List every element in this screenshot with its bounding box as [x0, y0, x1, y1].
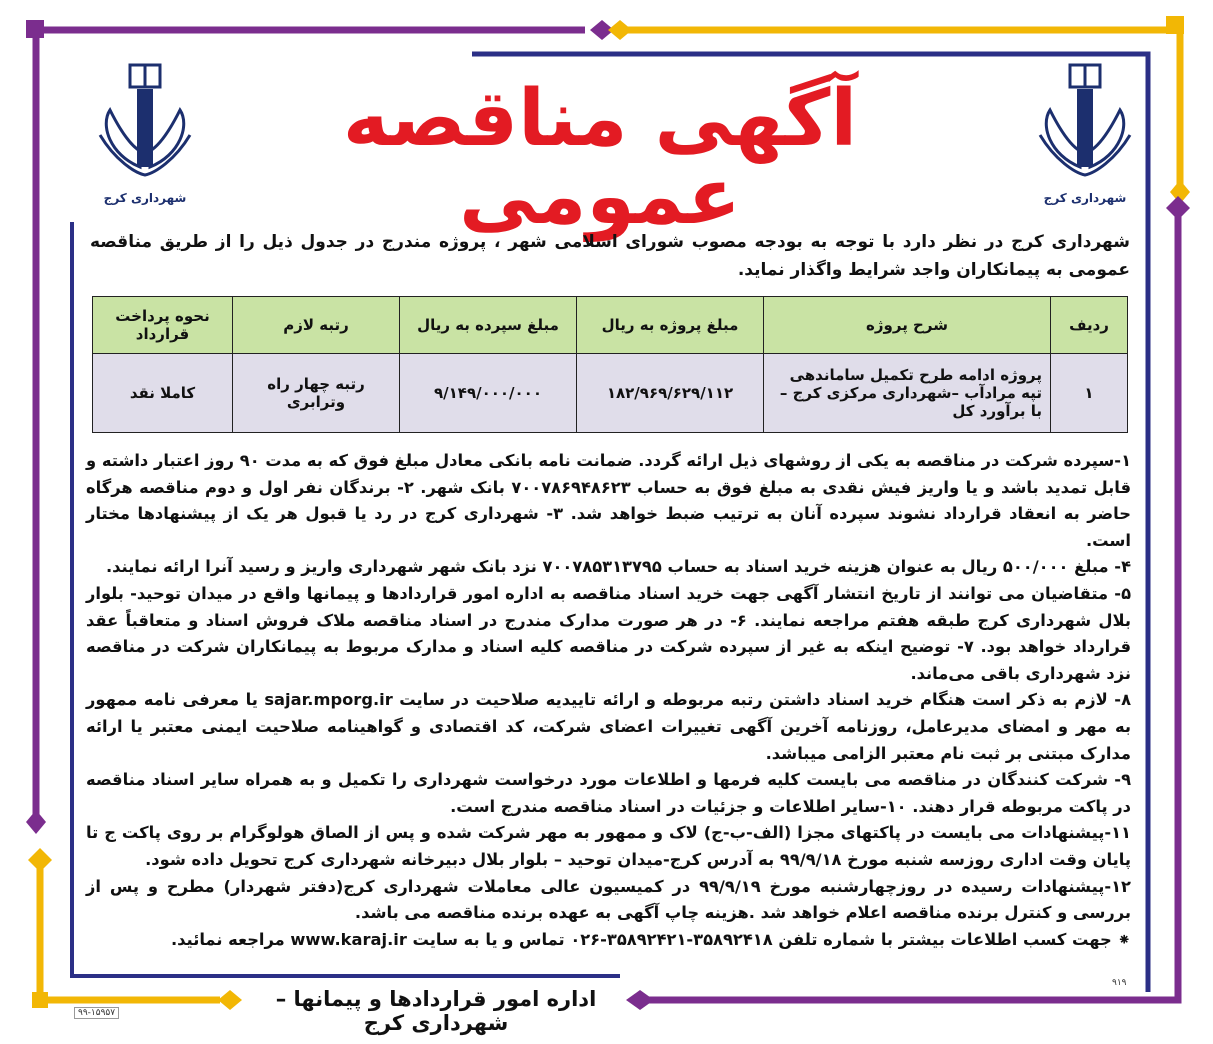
terms-section	[86, 448, 1131, 953]
header-required-grade: رتبه لازم	[233, 297, 400, 354]
header-project-description: شرح پروژه	[764, 297, 1051, 354]
header-row-number: ردیف	[1051, 297, 1128, 354]
header-payment-method: نحوه پرداخت قرارداد	[93, 297, 233, 354]
table-header-row	[93, 297, 1128, 354]
terms-paragraph-8: ۸- لازم به ذکر است هنگام خرید اسناد داشتن رتبه مربوطه و ارائه تاییدیه صلاحیت در سایت sajar.mporg.ir یا معرفی نامه ممهور به مهر و امضای مدیرعامل، روزنامه آخرین آگهی تغییرات اعضای شرکت، کد اقتصادی و گواهینامه صلاحیت ایمنی معتبر یا ارائه مدارک مبتنی بر ثبت نام معتبر الزامی میباشد.	[86, 690, 1131, 763]
terms-paragraph-12: ۱۲-پیشنهادات رسیده در روزچهارشنبه مورخ ۹۹/۹/۱۹ در کمیسیون عالی معاملات شهرداری کرج(دفتر شهردار) مطرح و پس از بررسی و کنترل برنده مناقصه اعلام خواهد شد .هزینه چاپ آگهی به عهده برنده مناقصه می باشد.	[86, 876, 1131, 923]
karaj-municipality-logo-right	[1030, 55, 1140, 205]
cell-deposit-amount: ۹/۱۴۹/۰۰۰/۰۰۰	[400, 354, 577, 433]
cell-required-grade: رتبه چهار راه وترابری	[233, 354, 400, 433]
terms-paragraph-1: ۱-سپرده شرکت در مناقصه به یکی از روشهای ذیل ارائه گردد. ضمانت نامه بانکی معادل مبلغ فوق که به مدت ۹۰ روز اعتبار داشته و قابل تمدید باشد و یا واریز فیش نقدی به مبلغ فوق به حساب ۷۰۰۷۸۶۹۴۸۶۲۳ بانک شهر. ۲- برندگان نفر اول و دوم مناقصه هرگاه حاضر به انعقاد قرارداد نشوند سپرده آنان به ترتیب ضبط خواهد شد. ۳- شهرداری کرج در رد یا قبول هر یک از پیشنهادها مختار است.	[86, 451, 1131, 550]
terms-paragraph-5: ۵- متقاضیان می توانند از تاریخ انتشار آگهی جهت خرید اسناد مناقصه به اداره امور قراردادها و پیمانها واقع در میدان توحید- بلوار بلال شهرداری کرج طبقه هفتم مراجعه نمایند. ۶- در هر صورت مدارک مندرج در اسناد مناقصه ملاک فروش اسناد و متعاقباً عقد قرارداد خواهد بود. ۷- توضیح اینکه به غیر از سپرده شرکت در مناقصه کلیه اسناد و مدارک مربوط به پیمانکاران شرکت در مناقصه نزد شهرداری باقی می‌ماند.	[86, 583, 1131, 683]
intro-text: شهرداری کرج در نظر دارد با توجه به بودجه مصوب شورای اسلامی شهر ، پروژه مندرج در جدول ذیل را از طریق مناقصه عمومی به پیمانکاران واجد شرایط واگذار نماید.	[90, 232, 1130, 280]
table-row	[93, 354, 1128, 433]
cell-row-number: ۱	[1051, 354, 1128, 433]
cell-project-description: پروژه ادامه طرح تکمیل ساماندهی تپه مرادآب –شهرداری مرکزی کرج – با برآورد کل	[764, 354, 1051, 433]
ad-code: ۹۹-۱۵۹۵۷	[74, 1007, 119, 1019]
page-title: آگهی مناقصه عمومی	[342, 74, 858, 242]
karaj-municipality-logo-left	[90, 55, 200, 205]
terms-paragraph-4: ۴- مبلغ ۵۰۰/۰۰۰ ریال به عنوان هزینه خرید اسناد به حساب ۷۰۰۷۸۵۳۱۳۷۹۵ نزد بانک شهر شهرداری واریز و رسید آنرا ارائه نمایند.	[105, 557, 1131, 577]
cell-project-amount: ۱۸۲/۹۶۹/۶۲۹/۱۱۲	[577, 354, 764, 433]
footer-department: اداره امور قراردادها و پیمانها – شهرداری کرج	[275, 987, 597, 1035]
contact-info: ⁕ جهت کسب اطلاعات بیشتر با شماره تلفن ۳۵۸۹۲۴۱۸-۳۵۸۹۲۴۲۱-۰۲۶ تماس و یا به سایت www.karaj.ir مراجعه نمائید.	[170, 929, 1131, 949]
tender-table	[92, 296, 1128, 433]
header-project-amount: مبلغ پروژه به ریال	[577, 297, 764, 354]
page-number: ۹۱۹	[1112, 978, 1127, 988]
header-deposit-amount: مبلغ سپرده به ریال	[400, 297, 577, 354]
logo-caption: شهرداری کرج	[103, 191, 187, 205]
terms-paragraph-11: ۱۱-پیشنهادات می بایست در پاکتهای مجزا (الف-ب-ج) لاک و ممهور به مهر شرکت شده و پس از الصاق هولوگرام بر روی پاکت ج تا پایان وقت اداری روزسه شنبه مورخ ۹۹/۹/۱۸ به آدرس کرج-میدان توحید – بلوار بلال دبیرخانه شهرداری کرج تحویل داده شود.	[86, 823, 1131, 869]
terms-paragraph-9: ۹- شرکت کنندگان در مناقصه می بایست کلیه فرمها و اطلاعات مورد درخواست شهرداری را تکمیل و به همراه سایر اسناد مناقصه در پاکت مربوطه قرار دهند. ۱۰-سایر اطلاعات و جزئیات در اسناد مناقصه مندرج است.	[86, 770, 1131, 816]
logo-caption: شهرداری کرج	[1043, 191, 1127, 205]
cell-payment-method: کاملا نقد	[93, 354, 233, 433]
